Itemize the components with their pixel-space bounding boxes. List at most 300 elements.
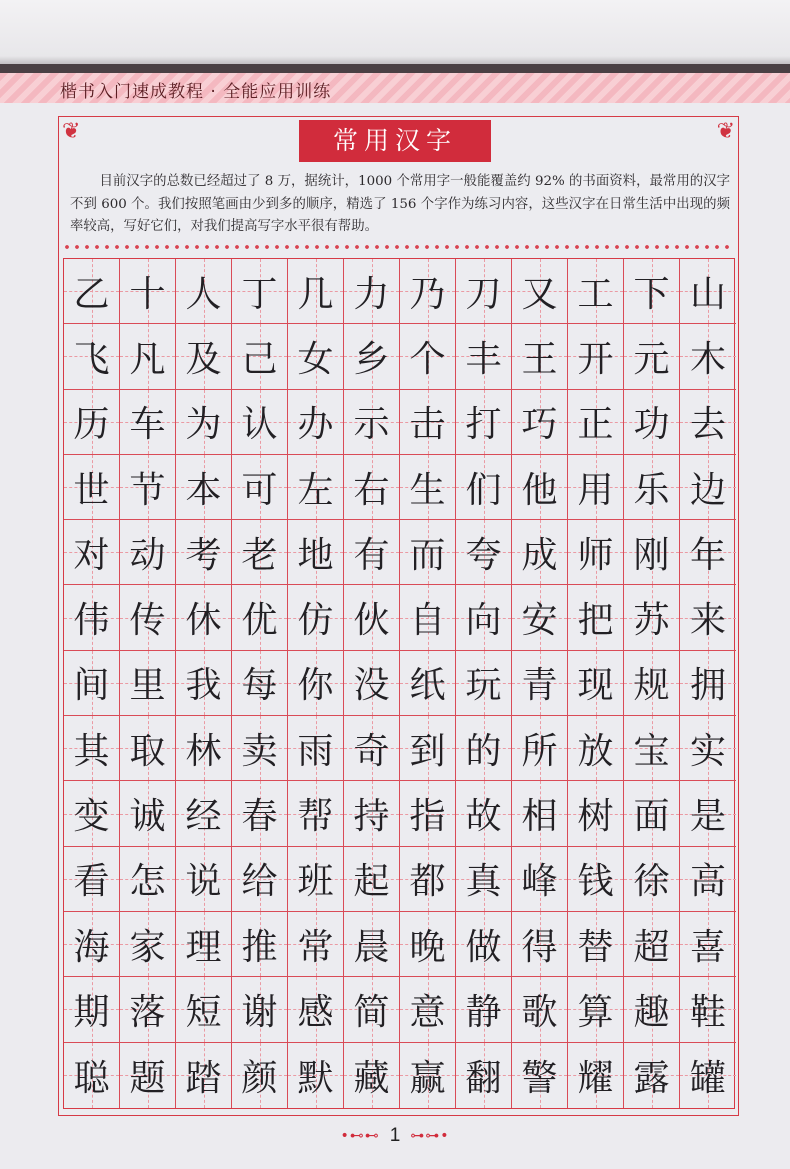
grid-cell (680, 847, 736, 912)
practice-character: 女 (297, 338, 334, 380)
practice-character: 有 (353, 534, 390, 576)
practice-character: 期 (73, 991, 110, 1033)
grid-cell (344, 455, 400, 520)
practice-character: 现 (577, 665, 614, 707)
practice-character: 春 (241, 796, 278, 838)
practice-character: 放 (577, 730, 614, 772)
practice-character: 及 (185, 338, 222, 380)
grid-cell (624, 455, 680, 520)
practice-character: 丰 (465, 338, 502, 380)
grid-cell (624, 847, 680, 912)
practice-character: 刚 (633, 534, 670, 576)
practice-character: 默 (297, 1057, 334, 1099)
practice-character: 对 (73, 534, 110, 576)
practice-character: 安 (521, 600, 558, 642)
grid-cell (680, 324, 736, 389)
grid-cell (120, 520, 176, 585)
practice-character: 钱 (577, 861, 614, 903)
practice-character: 题 (129, 1057, 166, 1099)
practice-character: 把 (577, 600, 614, 642)
grid-cell (176, 781, 232, 846)
grid-cell (624, 324, 680, 389)
grid-cell (400, 716, 456, 781)
practice-character: 他 (521, 469, 558, 511)
grid-cell (400, 847, 456, 912)
practice-character: 谢 (241, 991, 278, 1033)
grid-cell (680, 455, 736, 520)
grid-cell (680, 520, 736, 585)
practice-character: 趣 (633, 991, 670, 1033)
grid-cell (512, 324, 568, 389)
grid-cell (120, 1043, 176, 1108)
practice-character: 歌 (521, 991, 558, 1033)
grid-cell (176, 847, 232, 912)
grid-cell (512, 651, 568, 716)
practice-character: 传 (129, 600, 166, 642)
grid-cell (456, 847, 512, 912)
grid-cell (288, 781, 344, 846)
grid-cell (456, 781, 512, 846)
grid-cell (288, 912, 344, 977)
grid-cell (176, 520, 232, 585)
grid-cell (456, 912, 512, 977)
grid-cell (344, 716, 400, 781)
practice-character: 边 (689, 469, 726, 511)
grid-cell (176, 455, 232, 520)
grid-cell (344, 259, 400, 324)
grid-cell (288, 847, 344, 912)
grid-cell (400, 390, 456, 455)
practice-character: 动 (129, 534, 166, 576)
grid-cell (232, 1043, 288, 1108)
practice-character: 藏 (353, 1057, 390, 1099)
grid-cell (120, 716, 176, 781)
practice-character: 考 (185, 534, 222, 576)
practice-character: 露 (633, 1057, 670, 1099)
intro-paragraph: 目前汉字的总数已经超过了 8 万，据统计，1000 个常用字一般能覆盖约 92% 的书面资料，最常用的汉字不到 600 个。我们按照笔画由少到多的顺序，精选了 156 个字作为练习内容，这些汉字在日常生活中出现的频率较高，写好它们，对我们提高写字水平很有帮助。 (70, 174, 730, 234)
page-number: 1 (389, 1125, 401, 1146)
grid-cell (232, 912, 288, 977)
grid-cell (568, 847, 624, 912)
grid-cell (344, 1043, 400, 1108)
practice-character: 为 (185, 404, 222, 446)
grid-cell (568, 716, 624, 781)
practice-character: 颜 (241, 1057, 278, 1099)
practice-character: 的 (465, 730, 502, 772)
grid-cell (120, 585, 176, 650)
practice-character: 山 (689, 273, 726, 315)
practice-character: 去 (689, 404, 726, 446)
grid-cell (400, 912, 456, 977)
practice-character: 仿 (297, 600, 334, 642)
practice-character: 你 (297, 665, 334, 707)
practice-character: 说 (185, 861, 222, 903)
practice-character: 意 (409, 991, 446, 1033)
practice-character: 所 (521, 730, 558, 772)
practice-character: 耀 (577, 1057, 614, 1099)
practice-character: 持 (353, 796, 390, 838)
grid-cell (176, 912, 232, 977)
practice-character: 经 (185, 796, 222, 838)
practice-character: 乐 (633, 469, 670, 511)
grid-cell (512, 716, 568, 781)
practice-character: 丁 (241, 273, 278, 315)
practice-character: 真 (465, 861, 502, 903)
grid-cell (120, 651, 176, 716)
grid-cell (120, 977, 176, 1042)
grid-cell (568, 1043, 624, 1108)
grid-cell (176, 324, 232, 389)
grid-cell (232, 455, 288, 520)
grid-cell (232, 781, 288, 846)
practice-character: 玩 (465, 665, 502, 707)
practice-character: 力 (353, 273, 390, 315)
grid-cell (456, 520, 512, 585)
grid-cell (624, 977, 680, 1042)
grid-cell (568, 977, 624, 1042)
practice-character: 功 (633, 404, 670, 446)
grid-cell (512, 781, 568, 846)
grid-cell (232, 716, 288, 781)
grid-cell (400, 259, 456, 324)
grid-cell (680, 781, 736, 846)
grid-cell (400, 781, 456, 846)
grid-cell (680, 259, 736, 324)
practice-character: 喜 (689, 926, 726, 968)
grid-cell (120, 912, 176, 977)
practice-character: 来 (689, 600, 726, 642)
practice-character: 聪 (73, 1057, 110, 1099)
practice-character: 节 (129, 469, 166, 511)
grid-cell (456, 324, 512, 389)
practice-character: 世 (73, 469, 110, 511)
grid-cell (232, 977, 288, 1042)
practice-character: 都 (409, 861, 446, 903)
practice-character: 看 (73, 861, 110, 903)
practice-character: 指 (409, 796, 446, 838)
practice-character: 故 (465, 796, 502, 838)
grid-cell (288, 716, 344, 781)
practice-character: 帮 (297, 796, 334, 838)
practice-character: 右 (353, 469, 390, 511)
grid-cell (624, 585, 680, 650)
grid-cell (176, 390, 232, 455)
grid-cell (232, 585, 288, 650)
grid-cell (288, 324, 344, 389)
practice-character: 感 (297, 991, 334, 1033)
grid-cell (120, 390, 176, 455)
practice-character: 个 (409, 338, 446, 380)
practice-character: 理 (185, 926, 222, 968)
grid-cell (680, 977, 736, 1042)
practice-character: 赢 (409, 1057, 446, 1099)
grid-cell (120, 259, 176, 324)
practice-character: 凡 (129, 338, 166, 380)
practice-character: 其 (73, 730, 110, 772)
practice-character: 用 (577, 469, 614, 511)
grid-cell (456, 259, 512, 324)
footer-ornament-left-icon: •⊷⊷ (340, 1128, 380, 1144)
grid-cell (400, 455, 456, 520)
grid-cell (288, 977, 344, 1042)
practice-character: 里 (129, 665, 166, 707)
grid-cell (568, 912, 624, 977)
practice-character: 推 (241, 926, 278, 968)
grid-cell (456, 585, 512, 650)
practice-character: 人 (185, 273, 222, 315)
grid-cell (64, 781, 120, 846)
grid-cell (680, 585, 736, 650)
practice-character: 木 (689, 338, 726, 380)
grid-cell (344, 324, 400, 389)
grid-cell (512, 455, 568, 520)
grid-cell (288, 651, 344, 716)
practice-character: 静 (465, 991, 502, 1033)
practice-character: 踏 (185, 1057, 222, 1099)
practice-character: 警 (521, 1057, 558, 1099)
grid-cell (288, 1043, 344, 1108)
practice-character: 开 (577, 338, 614, 380)
grid-cell (456, 651, 512, 716)
practice-character: 峰 (521, 861, 558, 903)
practice-character: 年 (689, 534, 726, 576)
grid-cell (64, 324, 120, 389)
practice-character: 青 (521, 665, 558, 707)
grid-cell (344, 390, 400, 455)
practice-character: 超 (633, 926, 670, 968)
practice-character: 晚 (409, 926, 446, 968)
practice-character: 己 (241, 338, 278, 380)
grid-cell (624, 912, 680, 977)
grid-cell (512, 912, 568, 977)
grid-cell (568, 651, 624, 716)
practice-character: 鞋 (689, 991, 726, 1033)
grid-cell (512, 585, 568, 650)
practice-character: 徐 (633, 861, 670, 903)
practice-character: 示 (353, 404, 390, 446)
practice-character: 宝 (633, 730, 670, 772)
practice-character: 给 (241, 861, 278, 903)
grid-cell (176, 585, 232, 650)
grid-cell (288, 259, 344, 324)
grid-cell (232, 390, 288, 455)
grid-cell (624, 651, 680, 716)
grid-cell (400, 520, 456, 585)
practice-character: 伙 (353, 600, 390, 642)
grid-cell (344, 977, 400, 1042)
practice-character: 起 (353, 861, 390, 903)
practice-character: 乃 (409, 273, 446, 315)
grid-cell (568, 585, 624, 650)
practice-character: 海 (73, 926, 110, 968)
grid-cell (64, 847, 120, 912)
practice-character: 简 (353, 991, 390, 1033)
practice-character: 本 (185, 469, 222, 511)
practice-character: 家 (129, 926, 166, 968)
grid-cell (344, 585, 400, 650)
grid-cell (176, 259, 232, 324)
grid-cell (624, 520, 680, 585)
grid-cell (232, 520, 288, 585)
practice-character: 变 (73, 796, 110, 838)
corner-ornament-right-icon: ❦ (716, 119, 735, 144)
page-top-shadow (0, 0, 790, 70)
section-title: 常用汉字 (299, 120, 491, 162)
grid-cell (176, 1043, 232, 1108)
practice-character: 纸 (409, 665, 446, 707)
practice-character: 算 (577, 991, 614, 1033)
grid-cell (344, 781, 400, 846)
practice-character: 们 (465, 469, 502, 511)
grid-cell (64, 455, 120, 520)
grid-cell (344, 520, 400, 585)
grid-cell (344, 651, 400, 716)
grid-cell (680, 651, 736, 716)
practice-character: 左 (297, 469, 334, 511)
page-footer (320, 1122, 470, 1150)
grid-cell (288, 390, 344, 455)
practice-character: 没 (353, 665, 390, 707)
practice-character: 高 (689, 861, 726, 903)
practice-character: 翻 (465, 1057, 502, 1099)
practice-character: 成 (521, 534, 558, 576)
corner-ornament-left-icon: ❦ (62, 119, 81, 144)
grid-cell (680, 390, 736, 455)
practice-grid (63, 258, 735, 1109)
practice-character: 晨 (353, 926, 390, 968)
practice-character: 几 (297, 273, 334, 315)
grid-cell (400, 1043, 456, 1108)
practice-character: 击 (409, 404, 446, 446)
grid-cell (568, 781, 624, 846)
practice-character: 罐 (689, 1057, 726, 1099)
practice-character: 树 (577, 796, 614, 838)
grid-cell (288, 585, 344, 650)
practice-character: 打 (465, 404, 502, 446)
grid-cell (456, 1043, 512, 1108)
grid-cell (456, 390, 512, 455)
grid-cell (232, 651, 288, 716)
grid-cell (568, 520, 624, 585)
practice-character: 飞 (73, 338, 110, 380)
grid-cell (512, 390, 568, 455)
practice-character: 面 (633, 796, 670, 838)
grid-cell (232, 847, 288, 912)
practice-character: 常 (297, 926, 334, 968)
practice-character: 老 (241, 534, 278, 576)
grid-cell (512, 977, 568, 1042)
practice-character: 替 (577, 926, 614, 968)
practice-character: 落 (129, 991, 166, 1033)
grid-cell (624, 1043, 680, 1108)
practice-character: 做 (465, 926, 502, 968)
practice-character: 乡 (353, 338, 390, 380)
practice-character: 生 (409, 469, 446, 511)
dotted-divider (62, 242, 735, 252)
practice-character: 雨 (297, 730, 334, 772)
grid-cell (400, 324, 456, 389)
practice-character: 地 (297, 534, 334, 576)
practice-character: 刀 (465, 273, 502, 315)
practice-character: 规 (633, 665, 670, 707)
practice-character: 巧 (521, 404, 558, 446)
grid-cell (64, 1043, 120, 1108)
practice-character: 怎 (129, 861, 166, 903)
grid-cell (400, 585, 456, 650)
grid-cell (624, 781, 680, 846)
practice-character: 班 (297, 861, 334, 903)
practice-character: 短 (185, 991, 222, 1033)
grid-cell (568, 259, 624, 324)
practice-character: 车 (129, 404, 166, 446)
practice-character: 伟 (73, 600, 110, 642)
grid-cell (64, 259, 120, 324)
practice-character: 而 (409, 534, 446, 576)
grid-cell (624, 716, 680, 781)
grid-cell (288, 520, 344, 585)
grid-cell (400, 651, 456, 716)
grid-cell (680, 1043, 736, 1108)
grid-cell (232, 259, 288, 324)
practice-character: 下 (633, 273, 670, 315)
practice-character: 历 (73, 404, 110, 446)
practice-character: 王 (521, 338, 558, 380)
grid-cell (64, 977, 120, 1042)
practice-character: 优 (241, 600, 278, 642)
practice-character: 林 (185, 730, 222, 772)
grid-cell (456, 716, 512, 781)
practice-character: 相 (521, 796, 558, 838)
grid-cell (288, 455, 344, 520)
grid-cell (344, 847, 400, 912)
practice-character: 认 (241, 404, 278, 446)
grid-cell (568, 390, 624, 455)
grid-cell (176, 716, 232, 781)
grid-cell (512, 259, 568, 324)
practice-character: 工 (577, 273, 614, 315)
practice-character: 得 (521, 926, 558, 968)
practice-character: 到 (409, 730, 446, 772)
grid-cell (456, 977, 512, 1042)
practice-character: 诚 (129, 796, 166, 838)
grid-cell (64, 585, 120, 650)
practice-character: 乙 (73, 273, 110, 315)
practice-character: 办 (297, 404, 334, 446)
page-top-strip (0, 64, 790, 73)
practice-character: 奇 (353, 730, 390, 772)
grid-cell (400, 977, 456, 1042)
practice-character: 我 (185, 665, 222, 707)
grid-cell (64, 716, 120, 781)
grid-cell (120, 324, 176, 389)
grid-cell (680, 716, 736, 781)
grid-cell (64, 520, 120, 585)
practice-character: 是 (689, 796, 726, 838)
practice-character: 正 (577, 404, 614, 446)
practice-character: 苏 (633, 600, 670, 642)
grid-cell (512, 520, 568, 585)
practice-character: 师 (577, 534, 614, 576)
grid-cell (512, 847, 568, 912)
grid-cell (568, 455, 624, 520)
grid-cell (120, 781, 176, 846)
practice-character: 卖 (241, 730, 278, 772)
practice-character: 休 (185, 600, 222, 642)
practice-character: 实 (689, 730, 726, 772)
practice-character: 拥 (689, 665, 726, 707)
practice-character: 又 (521, 273, 558, 315)
practice-character: 十 (129, 273, 166, 315)
